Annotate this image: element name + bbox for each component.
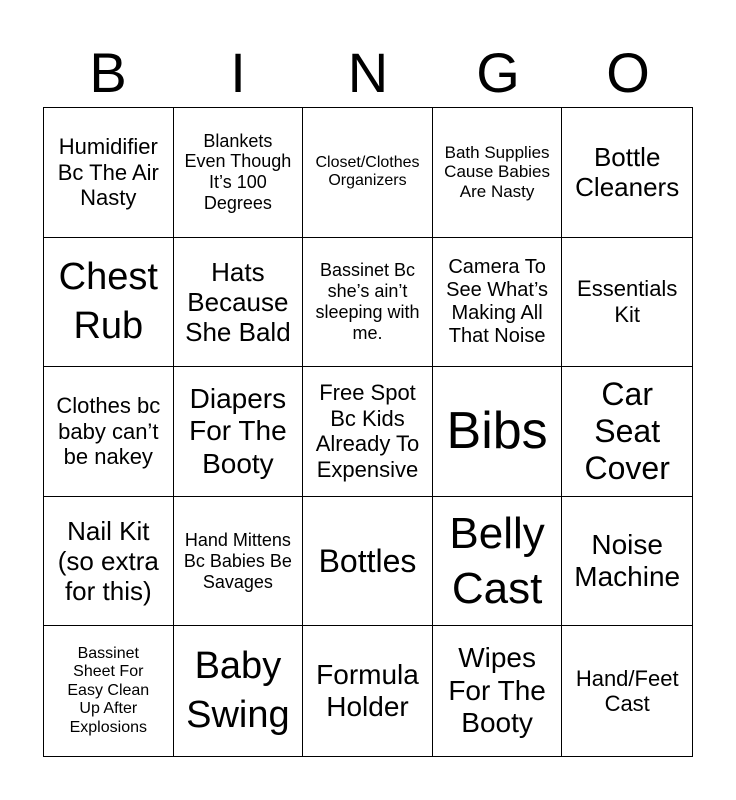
header-letter-b: B [89, 41, 127, 104]
bingo-cell-b5[interactable] [44, 626, 174, 756]
cell-text: Nail Kit (so extra for this) [57, 515, 159, 607]
cell-text: Camera To See What’s Making All That Noise [446, 255, 549, 348]
cell-text: Free Spot Bc Kids Already To Expensive [315, 380, 420, 482]
cell-text: Chest Rub [58, 255, 158, 347]
bingo-cell-o3[interactable] [562, 367, 692, 497]
cell-text: Essentials Kit [577, 276, 678, 327]
bingo-cell-n4[interactable] [303, 497, 433, 627]
bingo-cell-b1[interactable] [44, 108, 174, 238]
cell-text: Baby Swing [186, 644, 290, 737]
bingo-cell-n2[interactable] [303, 238, 433, 368]
bingo-cell-g1[interactable] [433, 108, 563, 238]
cell-text: Bottle Cleaners [575, 142, 680, 203]
bingo-cell-i2[interactable] [174, 238, 304, 368]
bingo-cell-g4[interactable] [433, 497, 563, 627]
cell-text: Bath Supplies Cause Babies Are Nasty [444, 142, 551, 202]
bingo-cell-g3[interactable] [433, 367, 563, 497]
cell-text: Blankets Even Though It’s 100 Degrees [184, 130, 292, 214]
cell-text: Wipes For The Booty [448, 642, 546, 739]
bingo-cell-i3[interactable] [174, 367, 304, 497]
bingo-cell-n5[interactable] [303, 626, 433, 756]
bingo-cell-o4[interactable] [562, 497, 692, 627]
bingo-cell-b3[interactable] [44, 367, 174, 497]
cell-text: Noise Machine [574, 528, 681, 593]
bingo-cell-o5[interactable] [562, 626, 692, 756]
cell-text: Hats Because She Bald [185, 256, 291, 347]
bingo-cell-o1[interactable] [562, 108, 692, 238]
cell-text: Humidifier Bc The Air Nasty [57, 134, 159, 211]
header-letter-o: O [606, 41, 650, 104]
cell-text: Hand Mittens Bc Babies Be Savages [183, 529, 292, 592]
bingo-cell-i1[interactable] [174, 108, 304, 238]
cell-text: Clothes bc baby can’t be nakey [56, 393, 161, 470]
cell-text: Hand/Feet Cast [575, 665, 679, 717]
bingo-cell-b2[interactable] [44, 238, 174, 368]
bingo-cell-b4[interactable] [44, 497, 174, 627]
cell-text: Car Seat Cover [584, 375, 670, 487]
bingo-cell-n3[interactable] [303, 367, 433, 497]
bingo-cell-g5[interactable] [433, 626, 563, 756]
cell-text: Bottles [318, 542, 417, 579]
cell-text: Bassinet Sheet For Easy Clean Up After Explosions [67, 644, 150, 737]
cell-text: Belly Cast [449, 509, 545, 614]
bingo-cell-o2[interactable] [562, 238, 692, 368]
bingo-cell-i5[interactable] [174, 626, 304, 756]
cell-text: Formula Holder [316, 658, 419, 723]
header-letter-g: G [476, 41, 520, 104]
cell-text: Bibs [446, 402, 548, 461]
bingo-header [43, 38, 693, 108]
bingo-cell-g2[interactable] [433, 238, 563, 368]
cell-text: Closet/Clothes Organizers [315, 153, 420, 190]
header-letter-n: N [347, 41, 389, 104]
bingo-board [43, 107, 693, 757]
cell-text: Bassinet Bc she’s ain’t sleeping with me. [315, 260, 420, 343]
header-letter-i: I [230, 41, 246, 104]
bingo-cell-n1[interactable] [303, 108, 433, 238]
bingo-cell-i4[interactable] [174, 497, 304, 627]
cell-text: Diapers For The Booty [189, 382, 287, 479]
